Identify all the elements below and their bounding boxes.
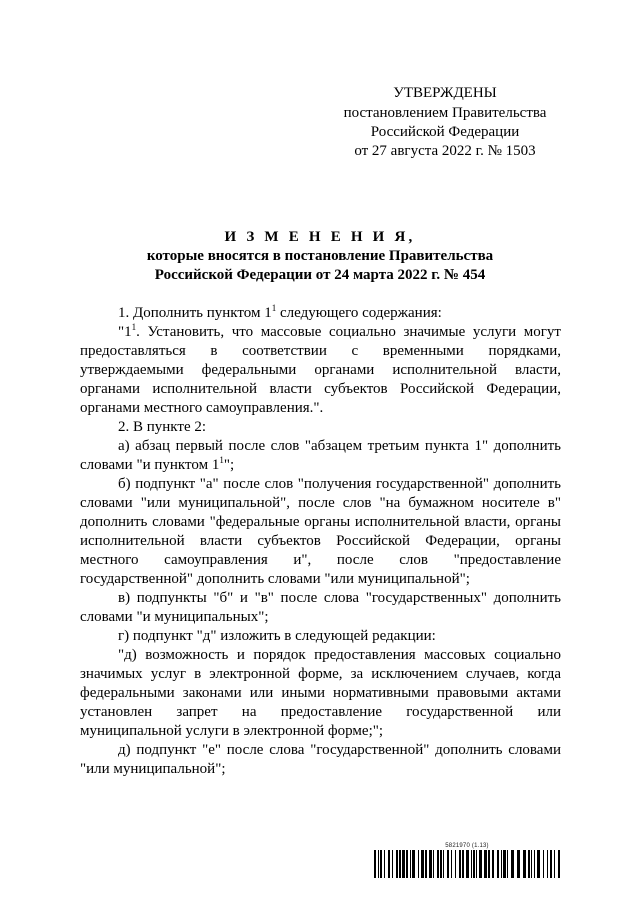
document-subtitle-line-1: которые вносятся в постановление Правительства bbox=[146, 248, 494, 264]
paragraph-9: д) подпункт "е" после слова "государственной" дополнить словами "или муниципальной"; bbox=[80, 742, 561, 777]
paragraph-7: г) подпункт "д" изложить в следующей редакции: bbox=[118, 628, 436, 644]
barcode-image bbox=[374, 850, 560, 878]
paragraph-3: 2. В пункте 2: bbox=[118, 419, 207, 435]
paragraph-2 bbox=[80, 323, 561, 418]
approval-line-2: Российской Федерации bbox=[370, 124, 520, 140]
paragraph-1-superscript: 1 bbox=[271, 303, 277, 313]
paragraph-8: "д) возможность и порядок предоставления массовых социально значимых услуг в электронной форме, за исключением случаев, когда федеральными законами или иными нормативными правовыми актами установлен запрет на предоставление государственной или муниципальной услуги в электронной форме;"; bbox=[80, 647, 561, 739]
paragraph-1-text: 1. Дополнить пунктом 1 bbox=[118, 305, 272, 321]
paragraph-4 bbox=[80, 437, 561, 475]
paragraph-2-text: . Установить, что массовые социально значимые услуги могут предоставляться в соответствии с временными порядками, утверждаемыми федеральными органами исполнительной власти, органами исполнительной власти субъектов Российской Федерации, органами местного самоуправления.". bbox=[80, 324, 561, 416]
paragraph-4-superscript: 1 bbox=[219, 455, 224, 465]
paragraph-4-tail: "; bbox=[223, 457, 235, 473]
approval-line-3: от 27 августа 2022 г. № 1503 bbox=[354, 143, 536, 159]
document-title: И З М Е Н Е Н И Я, bbox=[224, 229, 416, 245]
barcode-number: 5821970 (1.13) bbox=[445, 843, 489, 849]
paragraph-5: б) подпункт "а" после слов "получения государственной" дополнить словами "или муниципальной", после слов "на бумажном носителе в" дополнить словами "федеральные органы исполнительной власти, органы исполнительной власти субъектов Российской Федерации, органы местного самоуправления и", после слов "предоставление государственной" дополнить словами "или муниципальной"; bbox=[80, 476, 561, 587]
document-body bbox=[80, 304, 561, 779]
paragraph-6: в) подпункты "б" и "в" после слова "государственных" дополнить словами "и муниципальных"; bbox=[80, 590, 561, 625]
approval-block bbox=[330, 84, 560, 161]
document-subtitle-line-2: Российской Федерации от 24 марта 2022 г. № 454 bbox=[154, 267, 486, 283]
document-heading bbox=[80, 228, 560, 285]
approval-line-1: постановлением Правительства bbox=[343, 105, 547, 121]
paragraph-2-open: "1 bbox=[118, 324, 132, 340]
barcode-block bbox=[374, 843, 560, 878]
paragraph-1 bbox=[80, 304, 561, 323]
approval-title: УТВЕРЖДЕНЫ bbox=[393, 85, 497, 101]
paragraph-1-tail: следующего содержания: bbox=[276, 305, 442, 321]
paragraph-2-superscript: 1 bbox=[131, 322, 137, 332]
paragraph-4-text: а) абзац первый после слов "абзацем третьим пункта 1" дополнить словами "и пунктом 1 bbox=[80, 438, 561, 473]
